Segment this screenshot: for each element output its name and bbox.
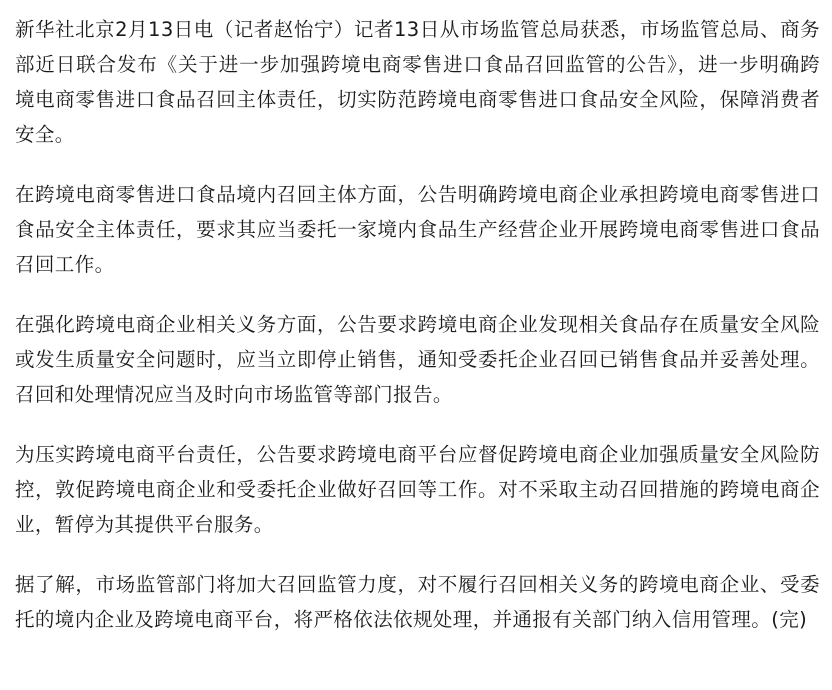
article-paragraph-3: 在强化跨境电商企业相关义务方面，公告要求跨境电商企业发现相关食品存在质量安全风险或发生质量安全问题时，应当立即停止销售，通知受委托企业召回已销售食品并妥善处理。召回和处理情况应当及时向市场监管等部门报告。 (15, 313, 820, 406)
article-paragraph-1: 新华社北京2月13日电（记者赵怡宁）记者13日从市场监管总局获悉，市场监管总局、商务部近日联合发布《关于进一步加强跨境电商零售进口食品召回监管的公告》，进一步明确跨境电商零售进口食品召回主体责任，切实防范跨境电商零售进口食品安全风险，保障消费者安全。 (15, 18, 820, 146)
article-paragraph-5: 据了解，市场监管部门将加大召回监管力度，对不履行召回相关义务的跨境电商企业、受委托的境内企业及跨境电商平台，将严格依法依规处理，并通报有关部门纳入信用管理。(完) (15, 573, 820, 631)
article-paragraph-2: 在跨境电商零售进口食品境内召回主体方面，公告明确跨境电商企业承担跨境电商零售进口食品安全主体责任，要求其应当委托一家境内食品生产经营企业开展跨境电商零售进口食品召回工作。 (15, 183, 820, 276)
article-paragraph-4: 为压实跨境电商平台责任，公告要求跨境电商平台应督促跨境电商企业加强质量安全风险防控，敦促跨境电商企业和受委托企业做好召回等工作。对不采取主动召回措施的跨境电商企业，暂停为其提供平台服务。 (15, 443, 820, 536)
